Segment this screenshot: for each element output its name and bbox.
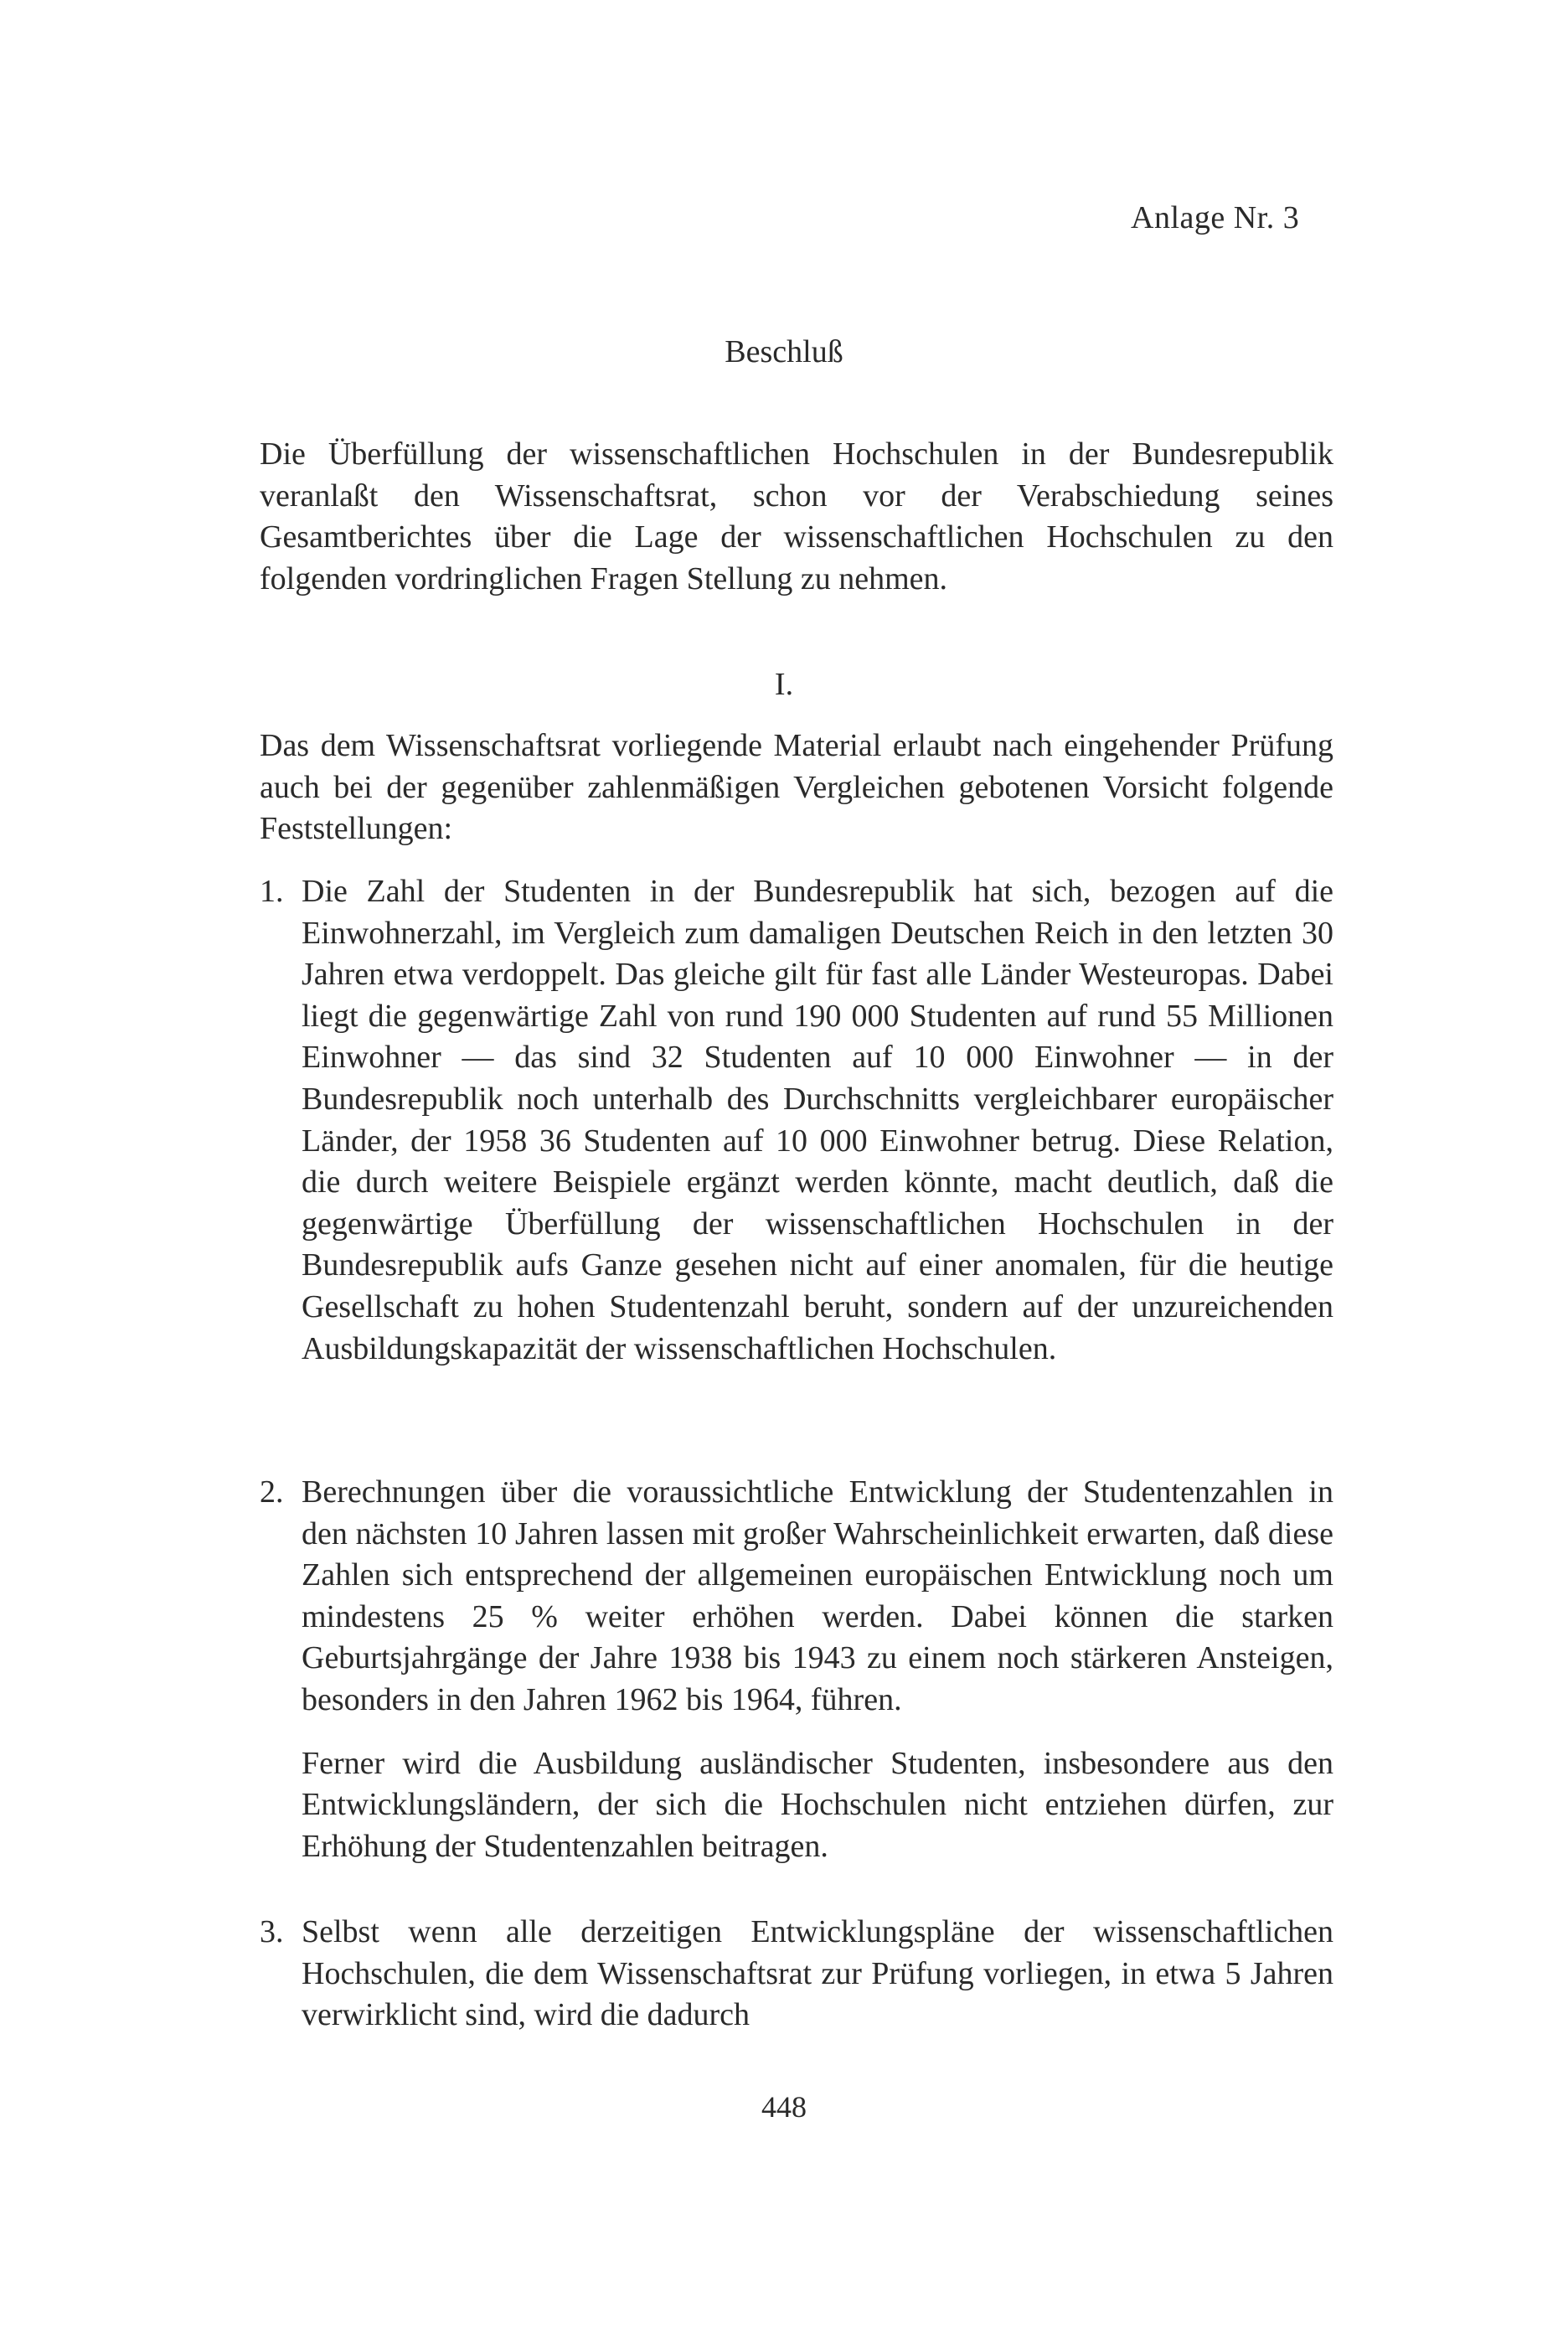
list-item-3 xyxy=(260,1912,1333,2037)
annex-label: Anlage Nr. 3 xyxy=(1131,200,1300,235)
list-item-paragraph: Die Zahl der Studenten in der Bundesrepublik hat sich, bezogen auf die Einwohnerzahl, im Vergleich zum damaligen Deutschen Reich in den letzten 30 Jahren etwa verdoppelt. Das gleiche gilt für fast alle Länder Westeuropas. Dabei liegt die gegenwärtige Zahl von rund 190 000 Studenten auf rund 55 Millionen Einwohner — das sind 32 Studenten auf 10 000 Einwohner — in der Bundesrepublik noch unterhalb des Durchschnitts vergleichbarer europäischer Länder, der 1958 36 Studenten auf 10 000 Einwohner betrug. Diese Relation, die durch weitere Beispiele ergänzt werden könnte, macht deutlich, daß die gegenwärtige Überfüllung der wissenschaftlichen Hochschulen in der Bundesrepublik aufs Ganze gesehen nicht auf einer anomalen, für die heutige Gesellschaft zu hohen Studentenzahl beruht, sondern auf der unzureichenden Ausbildungskapazität der wissenschaftlichen Hochschulen. xyxy=(302,874,1333,1366)
list-item-text xyxy=(302,871,1333,1370)
list-item-number: 3. xyxy=(260,1914,284,1949)
list-item-text xyxy=(302,1472,1333,1867)
list-item-number: 2. xyxy=(260,1474,284,1510)
list-item-paragraph: Selbst wenn alle derzeitigen Entwicklungspläne der wissenschaftlichen Hochschulen, die dem Wissenschaftsrat zur Prüfung vorliegen, in etwa 5 Jahren verwirklicht sind, wird die dadurch xyxy=(302,1914,1333,2033)
document-title: Beschluß xyxy=(725,334,843,369)
list-item-number: 1. xyxy=(260,874,284,909)
page-number: 448 xyxy=(761,2090,807,2124)
list-item-paragraph: Berechnungen über die voraussichtliche Entwicklung der Studentenzahlen in den nächsten 10 Jahren lassen mit großer Wahrscheinlichkeit erwarten, daß diese Zahlen sich entsprechend der allgemeinen europäischen Entwicklung noch um mindestens 25 % weiter erhöhen werden. Dabei können die starken Geburtsjahrgänge der Jahre 1938 bis 1943 zu einem noch stärkeren Ansteigen, besonders in den Jahren 1962 bis 1964, führen. xyxy=(302,1474,1333,1717)
section-numeral: I. xyxy=(774,667,794,702)
list-item-paragraph: Ferner wird die Ausbildung ausländischer Studenten, insbesondere aus den Entwicklungsländern, der sich die Hochschulen nicht entziehen dürfen, zur Erhöhung der Studentenzahlen beitragen. xyxy=(302,1745,1333,1864)
intro-paragraph: Die Überfüllung der wissenschaftlichen Hochschulen in der Bundesrepublik veranlaßt den Wissenschaftsrat, schon vor der Verabschiedung seines Gesamtberichtes über die Lage der wissenschaftlichen Hochschulen zu den folgenden vordringlichen Fragen Stellung zu nehmen. xyxy=(260,436,1333,596)
section-intro-paragraph: Das dem Wissenschaftsrat vorliegende Material erlaubt nach eingehender Prüfung auch bei der gegenüber zahlenmäßigen Vergleichen gebotenen Vorsicht folgende Feststellungen: xyxy=(260,728,1333,847)
list-item-1 xyxy=(260,871,1333,1370)
list-item-text xyxy=(302,1912,1333,2037)
list-item-2 xyxy=(260,1472,1333,1867)
